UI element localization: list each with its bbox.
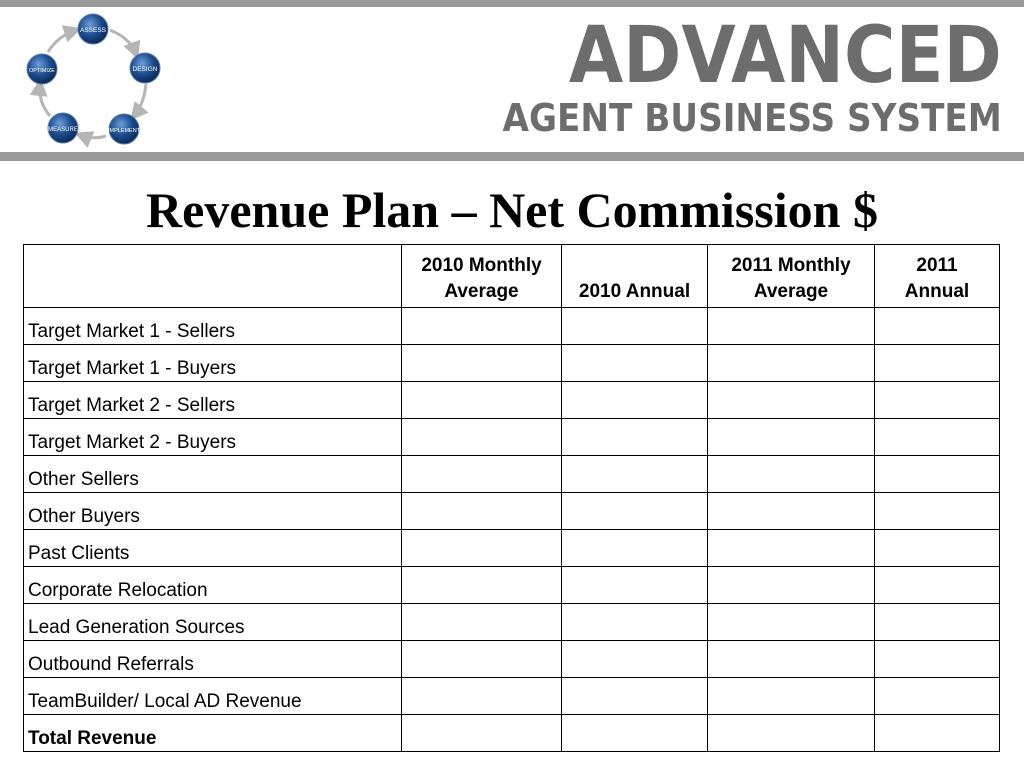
header-2010-annual bbox=[562, 245, 708, 308]
value-cell[interactable] bbox=[875, 308, 1000, 345]
row-label: Lead Generation Sources bbox=[24, 604, 402, 641]
header-text: 2010 Monthly bbox=[421, 255, 542, 276]
value-cell[interactable] bbox=[875, 382, 1000, 419]
table-row bbox=[24, 567, 1000, 604]
value-cell[interactable] bbox=[708, 530, 875, 567]
brand-sub-text: AGENT BUSINESS SYSTEM bbox=[502, 96, 1002, 140]
table-row bbox=[24, 678, 1000, 715]
value-cell[interactable] bbox=[402, 419, 562, 456]
header-2010-monthly-average bbox=[402, 245, 562, 308]
row-label: Other Sellers bbox=[24, 456, 402, 493]
cycle-label-implement: IMPLEMENT bbox=[107, 128, 141, 134]
cycle-step-optimize bbox=[27, 54, 57, 84]
cycle-step-measure bbox=[48, 113, 78, 143]
value-cell[interactable] bbox=[708, 567, 875, 604]
header-2011-annual bbox=[875, 245, 1000, 308]
value-cell[interactable] bbox=[402, 567, 562, 604]
value-cell[interactable] bbox=[402, 604, 562, 641]
value-cell[interactable] bbox=[875, 493, 1000, 530]
value-cell[interactable] bbox=[402, 382, 562, 419]
row-label: Past Clients bbox=[24, 530, 402, 567]
table-header-row bbox=[24, 245, 1000, 308]
value-cell[interactable] bbox=[562, 456, 708, 493]
cycle-step-assess bbox=[78, 14, 108, 44]
value-cell[interactable] bbox=[562, 308, 708, 345]
header-divider bbox=[0, 152, 1024, 161]
value-cell[interactable] bbox=[402, 715, 562, 752]
value-cell[interactable] bbox=[708, 678, 875, 715]
cycle-label-measure: MEASURE bbox=[48, 127, 78, 133]
table-row bbox=[24, 345, 1000, 382]
value-cell[interactable] bbox=[402, 641, 562, 678]
table-row bbox=[24, 530, 1000, 567]
value-cell[interactable] bbox=[708, 308, 875, 345]
value-cell[interactable] bbox=[708, 604, 875, 641]
table-row bbox=[24, 641, 1000, 678]
value-cell[interactable] bbox=[875, 567, 1000, 604]
value-cell[interactable] bbox=[402, 345, 562, 382]
value-cell[interactable] bbox=[562, 567, 708, 604]
cycle-label-optimize: OPTIMIZE bbox=[29, 68, 55, 74]
header-2011-monthly-average bbox=[708, 245, 875, 308]
value-cell[interactable] bbox=[562, 715, 708, 752]
cycle-label-assess: ASSESS bbox=[79, 27, 107, 34]
row-label: Other Buyers bbox=[24, 493, 402, 530]
header-text: 2011 bbox=[916, 255, 958, 276]
value-cell[interactable] bbox=[875, 641, 1000, 678]
table-row bbox=[24, 715, 1000, 752]
row-label: TeamBuilder/ Local AD Revenue bbox=[24, 678, 402, 715]
brand-main-text: ADVANCED bbox=[569, 11, 1002, 101]
row-label: Target Market 2 - Sellers bbox=[24, 382, 402, 419]
row-label: Total Revenue bbox=[24, 715, 402, 752]
value-cell[interactable] bbox=[562, 493, 708, 530]
header-text: Average bbox=[753, 281, 829, 302]
value-cell[interactable] bbox=[875, 604, 1000, 641]
value-cell[interactable] bbox=[875, 345, 1000, 382]
table-row bbox=[24, 456, 1000, 493]
page-title: Revenue Plan – Net Commission $ bbox=[146, 182, 878, 238]
header-blank bbox=[24, 245, 402, 308]
value-cell[interactable] bbox=[708, 419, 875, 456]
table-row bbox=[24, 604, 1000, 641]
value-cell[interactable] bbox=[708, 641, 875, 678]
revenue-plan-table bbox=[23, 244, 1000, 752]
process-cycle-logo bbox=[18, 8, 170, 150]
value-cell[interactable] bbox=[708, 382, 875, 419]
value-cell[interactable] bbox=[562, 345, 708, 382]
table-row bbox=[24, 382, 1000, 419]
value-cell[interactable] bbox=[708, 493, 875, 530]
value-cell[interactable] bbox=[402, 493, 562, 530]
value-cell[interactable] bbox=[562, 641, 708, 678]
header-text: Average bbox=[444, 281, 519, 302]
value-cell[interactable] bbox=[562, 678, 708, 715]
row-label: Target Market 2 - Buyers bbox=[24, 419, 402, 456]
header-text: Annual bbox=[904, 281, 970, 302]
row-label: Target Market 1 - Buyers bbox=[24, 345, 402, 382]
cycle-label-design: DESIGN bbox=[132, 66, 158, 73]
value-cell[interactable] bbox=[708, 456, 875, 493]
value-cell[interactable] bbox=[875, 530, 1000, 567]
header-text: 2011 Monthly bbox=[731, 255, 851, 276]
row-label: Outbound Referrals bbox=[24, 641, 402, 678]
value-cell[interactable] bbox=[402, 456, 562, 493]
row-label: Corporate Relocation bbox=[24, 567, 402, 604]
table-row bbox=[24, 419, 1000, 456]
value-cell[interactable] bbox=[402, 530, 562, 567]
table-row bbox=[24, 493, 1000, 530]
value-cell[interactable] bbox=[562, 419, 708, 456]
value-cell[interactable] bbox=[875, 419, 1000, 456]
row-label: Target Market 1 - Sellers bbox=[24, 308, 402, 345]
value-cell[interactable] bbox=[402, 678, 562, 715]
value-cell[interactable] bbox=[402, 308, 562, 345]
header-text: 2010 Annual bbox=[578, 281, 691, 302]
cycle-step-implement bbox=[108, 114, 141, 144]
table-row bbox=[24, 308, 1000, 345]
value-cell[interactable] bbox=[562, 604, 708, 641]
value-cell[interactable] bbox=[875, 456, 1000, 493]
value-cell[interactable] bbox=[708, 715, 875, 752]
top-divider bbox=[0, 0, 1024, 7]
brand-logo bbox=[447, 11, 1002, 140]
value-cell[interactable] bbox=[562, 530, 708, 567]
value-cell[interactable] bbox=[875, 678, 1000, 715]
value-cell[interactable] bbox=[708, 345, 875, 382]
value-cell[interactable] bbox=[562, 382, 708, 419]
value-cell[interactable] bbox=[875, 715, 1000, 752]
cycle-step-design bbox=[130, 53, 160, 83]
